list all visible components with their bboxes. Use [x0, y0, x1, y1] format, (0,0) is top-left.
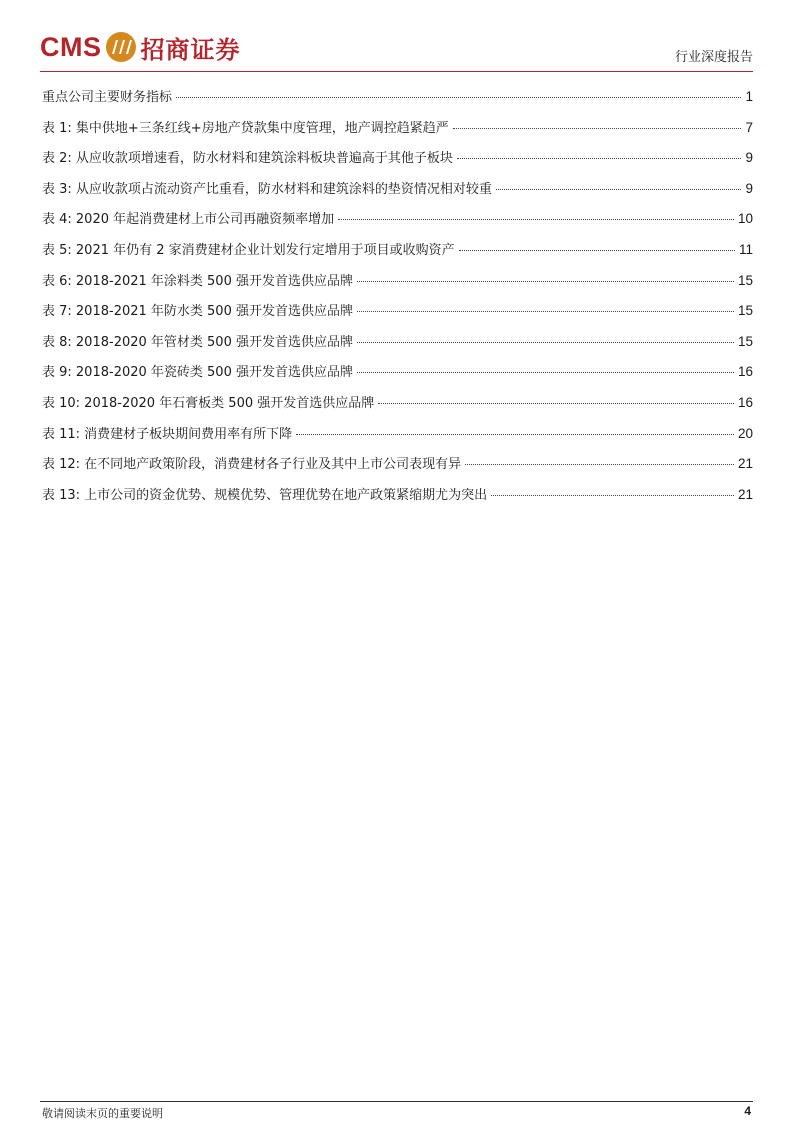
page-number: 4	[744, 1104, 751, 1118]
toc-entry-page: 20	[737, 425, 753, 441]
report-type-label: 行业深度报告	[674, 50, 753, 65]
toc-entry-page: 16	[737, 394, 753, 410]
toc-dot-leader	[357, 311, 734, 312]
toc-entry[interactable]	[42, 239, 753, 270]
cms-logo	[40, 30, 241, 64]
toc-entry-title: 表 13: 上市公司的资金优势、规模优势、管理优势在地产政策紧缩期尤为突出	[42, 487, 488, 503]
toc-entry-title: 表 7: 2018-2021 年防水类 500 强开发首选供应品牌	[42, 304, 353, 320]
toc-entry-title: 表 8: 2018-2020 年管材类 500 强开发首选供应品牌	[42, 334, 353, 350]
toc-entry-page: 11	[738, 241, 753, 257]
toc-entry-page: 7	[745, 119, 753, 135]
toc-entry-title: 表 10: 2018-2020 年石膏板类 500 强开发首选供应品牌	[42, 395, 375, 411]
toc-entry[interactable]	[42, 453, 753, 484]
toc-dot-leader	[378, 403, 734, 404]
toc-dot-leader	[357, 342, 734, 343]
toc-entry-title: 表 12: 在不同地产政策阶段，消费建材各子行业及其中上市公司表现有异	[42, 457, 462, 473]
toc-dot-leader	[491, 495, 734, 496]
toc-entry[interactable]	[42, 331, 753, 362]
toc-dot-leader	[496, 189, 742, 190]
toc-entry-title: 表 1: 集中供地+三条红线+房地产贷款集中度管理，地产调控趋紧趋严	[42, 120, 449, 136]
toc-entry-title: 重点公司主要财务指标	[42, 90, 173, 105]
toc-entry[interactable]	[42, 86, 753, 117]
toc-entry-title: 表 2: 从应收款项增速看，防水材料和建筑涂料板块普遍高于其他子板块	[42, 151, 453, 167]
toc-entry-page: 16	[737, 364, 753, 380]
toc-entry-page: 15	[737, 303, 753, 319]
toc-entry-title: 表 9: 2018-2020 年瓷砖类 500 强开发首选供应品牌	[42, 365, 353, 381]
toc-dot-leader	[296, 434, 734, 435]
toc-entry-page: 21	[737, 486, 753, 502]
toc-dot-leader	[357, 281, 734, 282]
toc-entry-page: 9	[745, 150, 753, 166]
toc-entry[interactable]	[42, 361, 753, 392]
toc-entry[interactable]	[42, 178, 753, 209]
toc-entry-page: 1	[745, 89, 753, 104]
page-header	[40, 26, 753, 70]
toc-dot-leader	[459, 250, 735, 251]
toc-entry-page: 15	[737, 333, 753, 349]
logo-badge-icon	[106, 32, 136, 62]
logo-latin-text: CMS	[40, 31, 102, 62]
toc-dot-leader	[176, 97, 741, 98]
toc-entry[interactable]	[42, 117, 753, 148]
toc-entry-page: 10	[737, 211, 753, 227]
toc-entry[interactable]	[42, 208, 753, 239]
toc-entry-page: 9	[745, 180, 753, 196]
header-divider	[40, 71, 753, 72]
toc-entry-page: 15	[737, 272, 753, 288]
toc-dot-leader	[357, 372, 734, 373]
toc-entry-title: 表 4: 2020 年起消费建材上市公司再融资频率增加	[42, 212, 335, 228]
toc-entry-title: 表 3: 从应收款项占流动资产比重看，防水材料和建筑涂料的垫资情况相对较重	[42, 181, 492, 197]
toc-entry[interactable]	[42, 147, 753, 178]
footer-disclaimer: 敬请阅读末页的重要说明	[42, 1107, 163, 1120]
toc-entry[interactable]	[42, 300, 753, 331]
toc-dot-leader	[457, 158, 742, 159]
table-of-contents	[42, 86, 753, 514]
toc-dot-leader	[453, 128, 742, 129]
toc-entry[interactable]	[42, 392, 753, 423]
footer-divider	[40, 1101, 753, 1102]
logo-chinese-text: 招商证券	[140, 35, 241, 64]
toc-entry[interactable]	[42, 484, 753, 515]
toc-dot-leader	[338, 219, 734, 220]
toc-entry[interactable]	[42, 270, 753, 301]
toc-entry-page: 21	[737, 456, 753, 472]
toc-dot-leader	[465, 464, 734, 465]
toc-entry[interactable]	[42, 423, 753, 454]
toc-entry-title: 表 6: 2018-2021 年涂料类 500 强开发首选供应品牌	[42, 273, 353, 289]
toc-entry-title: 表 5: 2021 年仍有 2 家消费建材企业计划发行定增用于项目或收购资产	[42, 242, 455, 258]
toc-entry-title: 表 11: 消费建材子板块期间费用率有所下降	[42, 426, 293, 442]
